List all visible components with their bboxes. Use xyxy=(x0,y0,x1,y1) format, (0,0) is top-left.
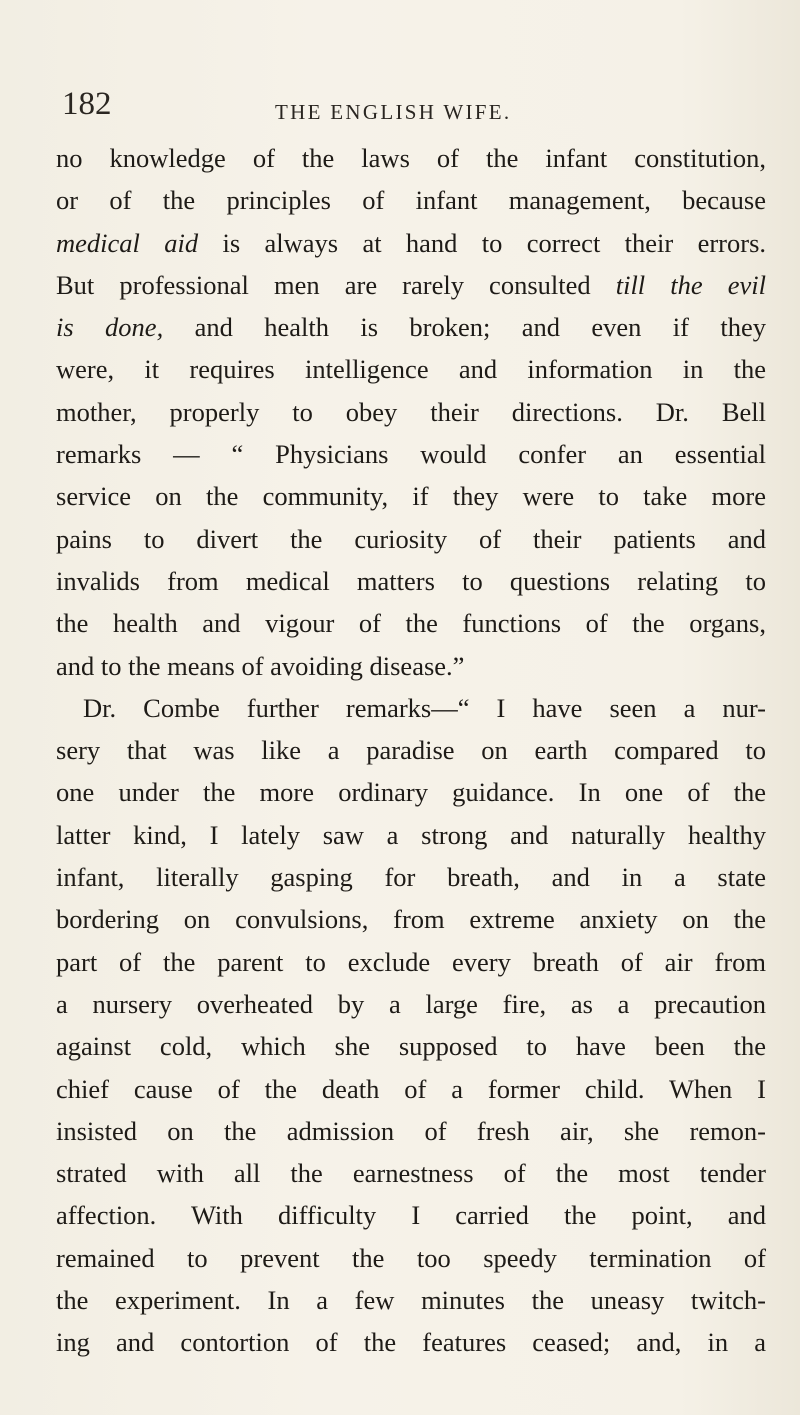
italic-text: is done, xyxy=(56,312,164,343)
text-segment: mother, properly to obey their directions. Dr. Bell xyxy=(56,396,766,427)
text-line xyxy=(56,771,766,813)
text-segment: bordering on convulsions, from extreme anxiety on the xyxy=(56,904,766,935)
text-line xyxy=(56,518,766,560)
text-line xyxy=(56,560,766,602)
running-title: THE ENGLISH WIFE. xyxy=(275,100,512,124)
text-segment: latter kind, I lately saw a strong and naturally healthy xyxy=(56,819,766,850)
text-segment: sery that was like a paradise on earth compared to xyxy=(56,735,766,766)
text-line xyxy=(56,602,766,644)
text-segment: no knowledge of the laws of the infant constitution, xyxy=(56,143,766,173)
text-line xyxy=(56,137,766,179)
text-segment: affection. With difficulty I carried the point, and xyxy=(56,1200,766,1231)
text-segment: and health is broken; and even if they xyxy=(163,312,767,343)
text-line xyxy=(56,391,766,433)
text-segment: service on the community, if they were to take more xyxy=(56,481,766,512)
text-line xyxy=(56,983,766,1025)
text-segment: against cold, which she supposed to have been the xyxy=(56,1031,766,1062)
text-segment: a nursery overheated by a large fire, as a precaution xyxy=(56,988,766,1019)
text-segment: remained to prevent the too speedy termination of xyxy=(56,1242,766,1273)
text-segment: is always at hand to correct their errors. xyxy=(198,227,767,258)
text-line xyxy=(56,1194,766,1236)
text-segment: But professional men are rarely consulted xyxy=(56,269,616,300)
text-line xyxy=(56,1068,766,1110)
text-line xyxy=(56,433,766,475)
italic-text: medical aid xyxy=(56,227,199,258)
text-segment: infant, literally gasping for breath, and in a state xyxy=(56,862,766,893)
text-segment: pains to divert the curiosity of their patients and xyxy=(56,523,766,554)
text-line xyxy=(56,348,766,390)
text-line xyxy=(56,941,766,983)
text-segment: the experiment. In a few minutes the uneasy twitch- xyxy=(56,1285,766,1316)
text-line xyxy=(56,814,766,856)
text-segment: invalids from medical matters to questions relating to xyxy=(56,565,766,596)
text-segment: were, it requires intelligence and information in the xyxy=(56,354,766,385)
text-segment: remarks — “ Physicians would confer an essential xyxy=(56,439,766,470)
text-segment: ing and contortion of the features ceased; and, in a xyxy=(56,1327,766,1358)
text-line xyxy=(56,264,766,306)
text-segment: the health and vigour of the functions of the organs, xyxy=(56,608,766,639)
text-segment: insisted on the admission of fresh air, she remon- xyxy=(56,1115,766,1146)
text-line xyxy=(56,729,766,771)
body-text xyxy=(56,137,766,1364)
text-line xyxy=(56,898,766,940)
text-segment: part of the parent to exclude every breath of air from xyxy=(56,946,766,977)
text-line xyxy=(56,306,766,348)
text-line xyxy=(56,1152,766,1194)
text-segment: and to the means of avoiding disease.” xyxy=(56,650,465,681)
text-line xyxy=(56,1025,766,1067)
italic-text: till the evil xyxy=(615,269,766,300)
text-line xyxy=(56,1321,766,1363)
text-line xyxy=(56,1279,766,1321)
text-segment: strated with all the earnestness of the most tender xyxy=(56,1158,766,1189)
text-segment: or of the principles of infant management, because xyxy=(56,185,766,216)
text-line xyxy=(56,687,766,729)
text-segment: one under the more ordinary guidance. In one of the xyxy=(56,777,766,808)
text-line xyxy=(56,645,766,687)
text-line xyxy=(56,1237,766,1279)
text-segment: Dr. Combe further remarks—“ I have seen a nur- xyxy=(83,692,766,723)
text-line xyxy=(56,856,766,898)
text-line xyxy=(56,1110,766,1152)
text-segment: chief cause of the death of a former child. When I xyxy=(56,1073,766,1104)
text-line xyxy=(56,179,766,221)
text-line xyxy=(56,475,766,517)
text-line xyxy=(56,222,766,264)
page-number: 182 xyxy=(62,86,112,122)
